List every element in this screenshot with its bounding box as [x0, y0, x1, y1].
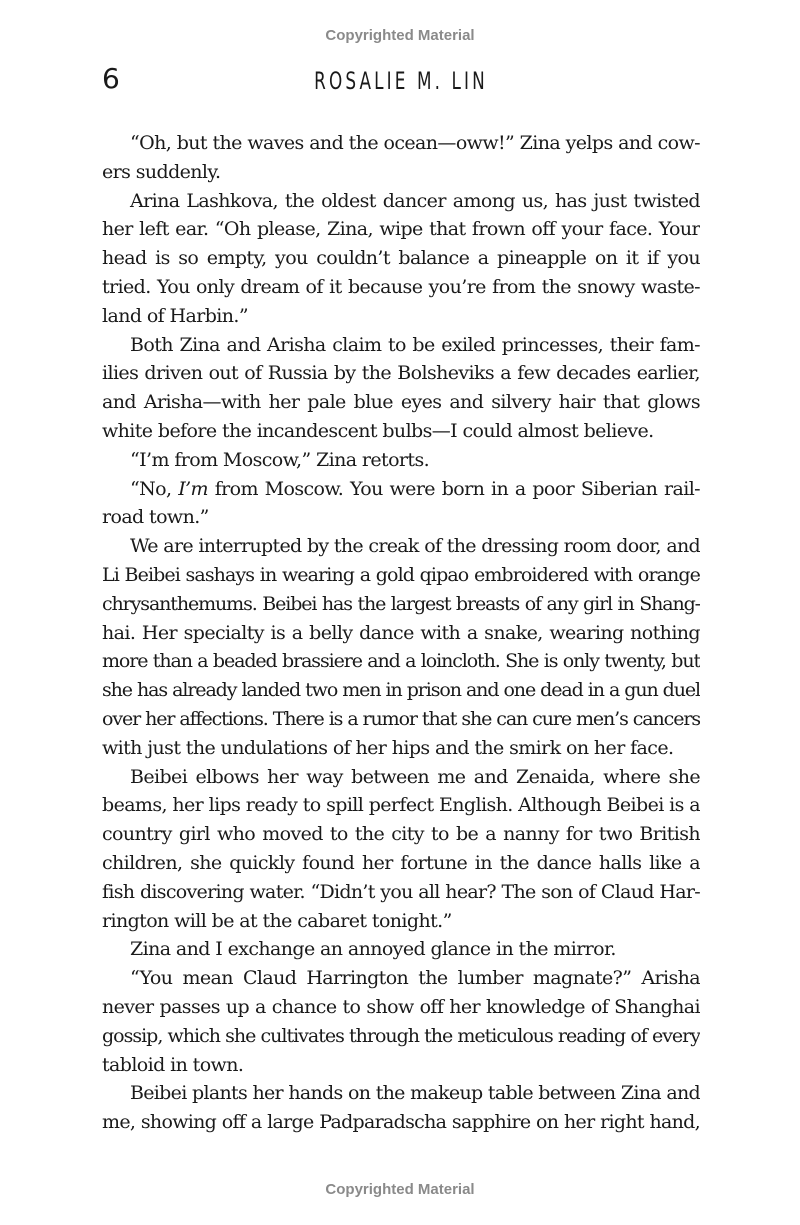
- text-line: Arina Lashkova, the oldest dancer among us, has just twisted: [130, 189, 700, 212]
- text-segment: from Moscow. You were born in a poor Siberian rail-: [207, 477, 700, 500]
- text-line: tried. You only dream of it because you’re from the snowy waste-: [102, 275, 700, 298]
- running-head: [102, 62, 700, 102]
- body-text: [102, 129, 700, 1137]
- text-line: country girl who moved to the city to be a nanny for two British: [102, 823, 700, 846]
- copyright-watermark-top: Copyrighted Material: [325, 27, 475, 44]
- text-line: children, she quickly found her fortune in the dance halls like a: [102, 851, 700, 874]
- text-line: road town.”: [102, 506, 209, 529]
- text-line: “You mean Claud Harrington the lumber magnate?” Arisha: [130, 967, 700, 990]
- text-line: [102, 475, 700, 504]
- text-line: Li Beibei sashays in wearing a gold qipao embroidered with orange: [102, 563, 700, 586]
- running-title: ROSALIE M. LIN: [314, 67, 488, 95]
- text-line: tabloid in town.: [102, 1053, 244, 1076]
- text-line: her left ear. “Oh please, Zina, wipe that frown off your face. Your: [102, 218, 700, 241]
- copyright-watermark-bottom: Copyrighted Material: [325, 1181, 475, 1198]
- text-line: and Arisha—with her pale blue eyes and silvery hair that glows: [102, 391, 700, 414]
- text-line: ilies driven out of Russia by the Bolsheviks a few decades earlier,: [102, 362, 700, 385]
- text-line: “I’m from Moscow,” Zina retorts.: [130, 448, 430, 471]
- text-line: land of Harbin.”: [102, 304, 248, 327]
- text-line: me, showing off a large Padparadscha sapphire on her right hand,: [102, 1111, 700, 1134]
- text-line: head is so empty, you couldn’t balance a pineapple on it if you: [102, 247, 700, 270]
- emphasis-text: I’m: [178, 477, 208, 500]
- text-line: rington will be at the cabaret tonight.”: [102, 909, 452, 932]
- text-line: beams, her lips ready to spill perfect English. Although Beibei is a: [102, 794, 700, 817]
- text-line: never passes up a chance to show off her knowledge of Shanghai: [102, 995, 700, 1018]
- text-line: We are interrupted by the creak of the dressing room door, and: [130, 535, 700, 558]
- text-line: Both Zina and Arisha claim to be exiled princesses, their fam-: [130, 333, 700, 356]
- text-line: Beibei elbows her way between me and Zenaida, where she: [130, 765, 700, 788]
- text-line: hai. Her specialty is a belly dance with a snake, wearing nothing: [102, 621, 700, 644]
- text-segment: “No,: [130, 477, 179, 500]
- text-line: white before the incandescent bulbs—I could almost believe.: [102, 419, 654, 442]
- text-line: more than a beaded brassiere and a loincloth. She is only twenty, but: [102, 650, 700, 673]
- text-line: with just the undulations of her hips and the smirk on her face.: [102, 736, 674, 759]
- page-number: 6: [102, 62, 120, 95]
- text-line: chrysanthemums. Beibei has the largest breasts of any girl in Shang-: [102, 592, 700, 615]
- text-line: “Oh, but the waves and the ocean—oww!” Zina yelps and cow-: [130, 132, 700, 154]
- text-line: she has already landed two men in prison and one dead in a gun duel: [102, 679, 700, 702]
- text-line: over her affections. There is a rumor that she can cure men’s cancers: [102, 707, 700, 730]
- text-line: ers suddenly.: [102, 160, 221, 183]
- text-line: gossip, which she cultivates through the meticulous reading of every: [102, 1024, 700, 1047]
- text-line: Beibei plants her hands on the makeup table between Zina and: [130, 1082, 700, 1105]
- text-line: fish discovering water. “Didn’t you all hear? The son of Claud Har-: [102, 880, 700, 903]
- text-line: Zina and I exchange an annoyed glance in the mirror.: [130, 938, 616, 961]
